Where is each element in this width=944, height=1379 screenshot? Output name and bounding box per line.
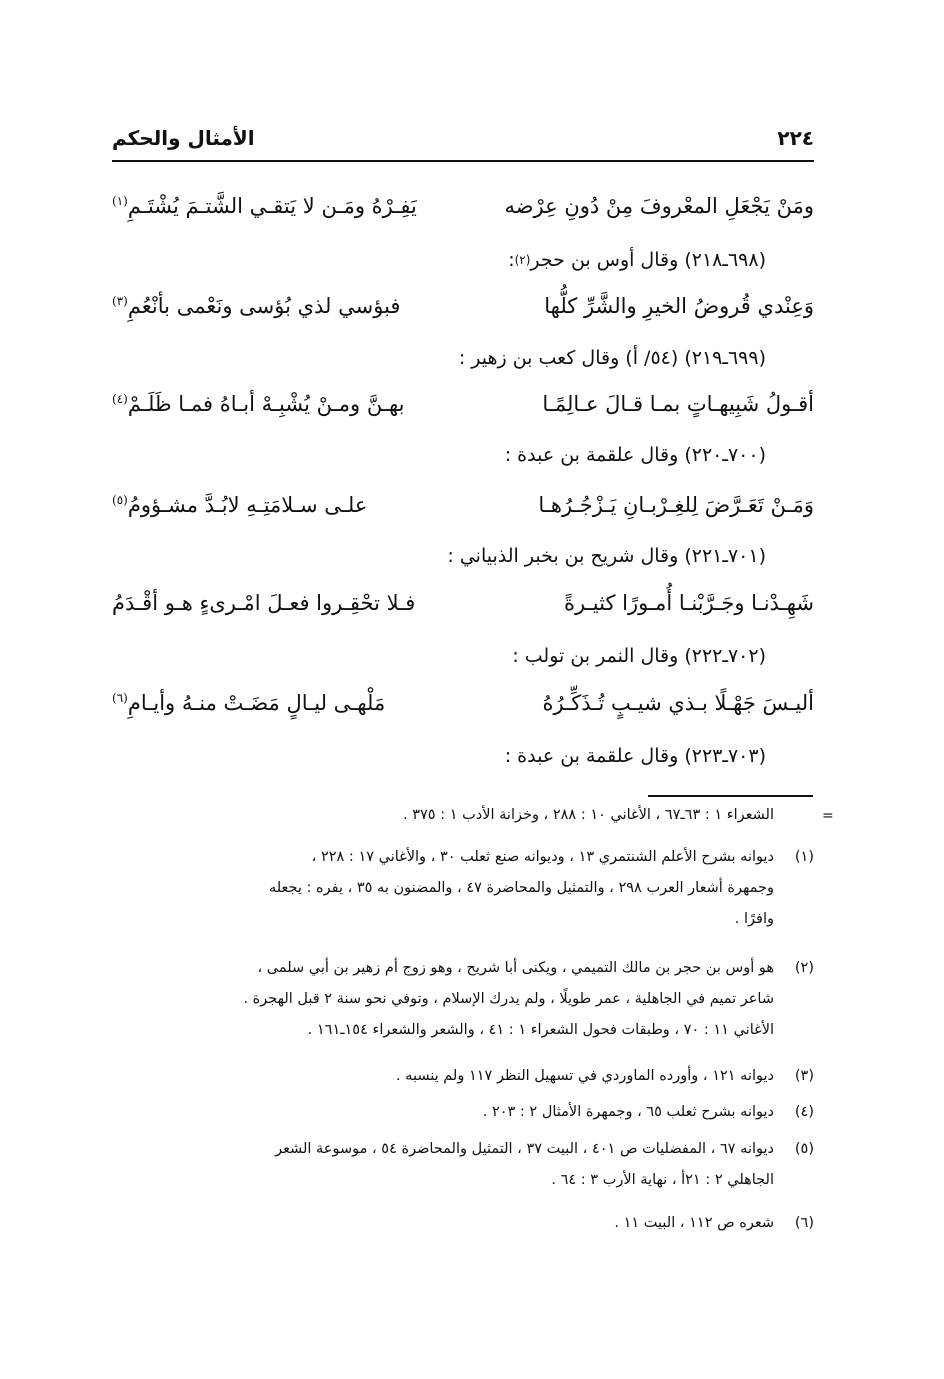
footnote-2: (٢)هو أوس بن حجر بن مالك التميمي ، ويكنى أبا شريح ، وهو زوج أم زهير بن أبي سلمى ، شاعر تميم في الجاهلية ، عمر طويلًا ، ولم يدرك الإسلام ، وتوفي نحو سنة ٢ قبل الهجرة . الأغاني ١١ : ٧٠ ، وطبقات فحول الشعراء ١ : ٤١ ، والشعر والشعراء ١٥٤ـ١٦١ . — [112, 953, 814, 1046]
poem-intro: (٧٠١ـ٢٢١) وقال شريح بن بخبر الذبياني : — [447, 545, 766, 567]
verse-line — [112, 580, 814, 626]
poem-intro: (٧٠٢ـ٢٢٢) وقال النمر بن تولب : — [512, 645, 766, 667]
footnote-number: (٣) — [794, 1068, 814, 1084]
page-header — [112, 118, 814, 158]
verse-hemistich-second: فـلا تحْقِـروا فعـلَ امْـرىءٍ هـو أقْـدَمُ — [112, 591, 416, 615]
footnote-ref: (٥) — [112, 493, 128, 507]
running-title: الأمثال والحكم — [112, 126, 255, 150]
verse-hemistich-second: مَلْهـى ليـالٍ مَضَـتْ منـهُ وأيـامِ$^{(٦)}$ — [112, 691, 386, 715]
page-number: ٢٢٤ — [777, 126, 814, 150]
verse-hemistich-first: أليـسَ جَهْـلًا بـذي شيـبٍ تُـذَكِّـرُهُ — [542, 691, 814, 715]
footnote-rule — [648, 795, 813, 797]
footnote-ref: (٢) — [514, 253, 531, 267]
footnote-ref: (٦) — [112, 691, 128, 705]
verse-hemistich-first: وَمَـنْ تَعَـرَّضَ لِلغِـرْبـانِ يَـزْجُـرُهـا — [538, 493, 814, 517]
verse-hemistich-first: أقـولُ شَبِيهـاتٍ بمـا قـالَ عـالِمًـا — [542, 392, 814, 416]
footnote-number: (٤) — [794, 1104, 814, 1120]
footnote-number: (٥) — [794, 1141, 814, 1157]
header-rule — [112, 160, 814, 162]
footnote-number: (١) — [794, 849, 814, 865]
footnote-6: (٦)شعره ص ١١٢ ، البيت ١١ . — [112, 1208, 814, 1239]
footnote-ref: (١) — [112, 194, 128, 208]
footnote-4: (٤)ديوانه بشرح ثعلب ٦٥ ، وجمهرة الأمثال ٢ : ٢٠٣ . — [112, 1097, 814, 1128]
poem-intro: (٧٠٣ـ٢٢٣) وقال علقمة بن عبدة : — [504, 745, 766, 767]
continuation-mark: = — [822, 808, 834, 824]
footnote-ref: (٣) — [112, 294, 128, 308]
footnote-number: (٢) — [794, 960, 814, 976]
verse-line — [112, 680, 814, 726]
footnote-1: (١)ديوانه بشرح الأعلم الشنتمري ١٣ ، وديوانه صنع ثعلب ٣٠ ، والأغاني ١٧ : ٢٢٨ ، وجمهرة أشعار العرب ٢٩٨ ، والتمثيل والمحاضرة ٤٧ ، والمضنون به ٣٥ ، يفره : يجعله وافرًا . — [112, 842, 814, 935]
poem-intro: (٧٠٠ـ٢٢٠) وقال علقمة بن عبدة : — [504, 444, 766, 466]
footnote-3: (٣)ديوانه ١٢١ ، وأورده الماوردي في تسهيل النظر ١١٧ ولم ينسبه . — [112, 1061, 814, 1092]
verse-hemistich-first: شَهِـدْنـا وجَـرَّبْنـا أُمـورًا كثيـرةً — [564, 591, 814, 615]
poem-intro: (٦٩٨ـ٢١٨) وقال أوس بن حجر (٢) : — [508, 249, 766, 271]
verse-hemistich-second: علـى سـلامَتِـهِ لابُـدَّ مشـؤومُ$^{(٥)}$ — [112, 493, 368, 517]
verse-line — [112, 283, 814, 329]
verse-hemistich-second: يَفِـرْهُ ومَـن لا يَتقـي الشَّتـمَ يُشْتَـمِ$^{(١)}$ — [112, 194, 417, 218]
verse-line — [112, 183, 814, 229]
verse-hemistich-second: فبؤسي لذي بُؤسى ونَعْمى بأنْعُمِ$^{(٣)}$ — [112, 294, 401, 318]
poem-intro: (٦٩٩ـ٢١٩) (٥٤/ أ) وقال كعب بن زهير : — [458, 347, 766, 369]
verse-hemistich-first: ومَنْ يَجْعَلِ المعْروفَ مِنْ دُونِ عِرْضه — [504, 194, 814, 218]
footnote-number: (٦) — [794, 1215, 814, 1231]
footnote-5: (٥)ديوانه ٦٧ ، المفضليات ص ٤٠١ ، البيت ٣٧ ، التمثيل والمحاضرة ٥٤ ، موسوعة الشعر الجاهلي ٢ : ٢١أ ، نهاية الأرب ٣ : ٦٤ . — [112, 1134, 814, 1196]
footnote-continuation: الشعراء ١ : ٦٣ـ٦٧ ، الأغاني ١٠ : ٢٨٨ ، وخزانة الأدب ١ : ٣٧٥ . — [403, 807, 774, 823]
footnote-ref: (٤) — [112, 392, 128, 406]
verse-line — [112, 381, 814, 427]
verse-hemistich-second: بهـنَّ ومـنْ يُشْبِـهْ أبـاهُ فمـا ظَلَـمْ$^{(٤)}$ — [112, 392, 405, 416]
verse-line — [112, 482, 814, 528]
verse-hemistich-first: وَعِنْدي قُروضُ الخيرِ والشَّرِّ كلُّها — [544, 294, 814, 318]
